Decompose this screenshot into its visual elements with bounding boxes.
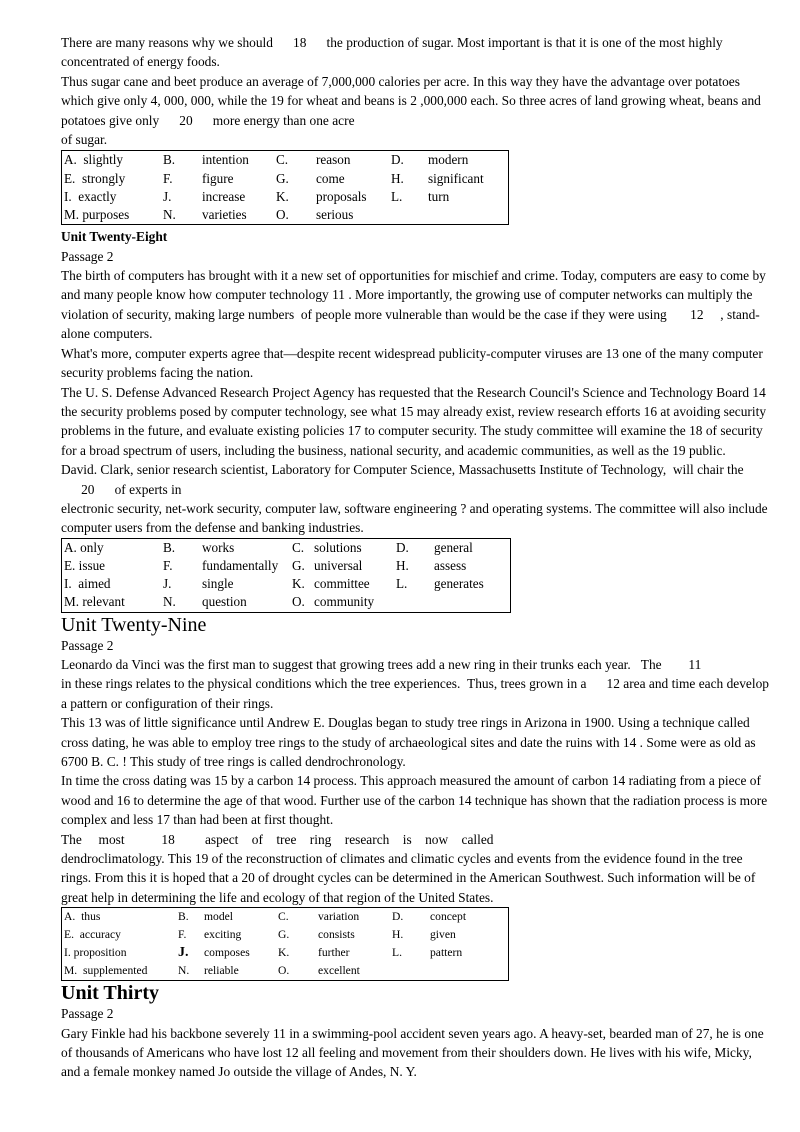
option-c-word: reason [316,152,351,168]
option-n-word: reliable [204,964,239,978]
option-m: M. relevant [64,594,125,610]
option-o-letter: O. [278,964,290,978]
options-row [62,170,509,188]
option-c-letter: C. [276,152,289,168]
unit29-paragraph-1: Leonardo da Vinci was the first man to suggest that growing trees add a new ring in their trunks each year. The 11 [61,656,702,672]
option-h-letter: H. [396,557,409,573]
option-b-letter: B. [163,152,176,168]
option-h-word: significant [428,170,484,186]
option-l-letter: L. [392,946,402,960]
option-f-letter: F. [163,170,173,186]
option-l-word: generates [434,576,484,592]
option-l-letter: L. [391,188,403,204]
unit29-paragraph-5: The most 18 aspect of tree ring research is now called [61,831,494,847]
option-a: A. only [64,539,104,555]
unit28-passage-label: Passage 2 [61,248,114,264]
option-i: I. aimed [64,576,111,592]
option-n-letter: N. [178,964,190,978]
option-l-letter: L. [396,576,408,592]
option-h-word: assess [434,557,467,573]
options-row [62,593,511,612]
unit29-paragraph-4: In time the cross dating was 15 by a carbon 14 process. This approach measured the amount of carbon 14 radiating from a piece of wood and 16 to determine the age of that wood. Further use of the carbon 14 technique has shown that the radiation process is more complex and less 17 than had been at first thought. [61,773,768,828]
options-row [62,188,509,206]
option-b-word: intention [202,152,249,168]
options-row [62,908,509,927]
option-c-letter: C. [292,539,305,555]
option-g-letter: G. [292,557,305,573]
unit30-passage-label: Passage 2 [61,1006,114,1022]
option-e: E. strongly [64,170,126,186]
unit28-title: Unit Twenty-Eight [61,229,168,245]
option-k-word: committee [314,576,370,592]
option-e: E. issue [64,557,106,573]
option-h-letter: H. [392,928,404,942]
options-row [62,557,511,575]
option-f-letter: F. [163,557,173,573]
option-o-word: serious [316,207,354,223]
option-j-letter: J. [163,188,172,204]
option-g-word: come [316,170,345,186]
unit29-paragraph-2: in these rings relates to the physical conditions which the tree experiences. Thus, trees grown in a 12 area and time each develop a pattern or configuration of their rings. [61,676,769,711]
option-f-word: figure [202,170,234,186]
unit30-title: Unit Thirty [61,982,159,1005]
unit29-title: Unit Twenty-Nine [61,613,207,636]
option-f-word: exciting [204,928,242,942]
option-g-word: universal [314,557,363,573]
option-h-word: given [430,928,456,942]
option-o-letter: O. [292,594,305,610]
options-row [62,575,511,593]
option-a: A. thus [64,910,101,924]
unit28-paragraph-4: David. Clark, senior research scientist, Laboratory for Computer Science, Massachusetts Institute of Technology, will chair the 20 of experts in [61,462,744,497]
unit28-paragraph-5: electronic security, net-work security, computer law, software engineering ? and operating systems. The committee will also include computer users from the defense and banking industries. [61,500,768,536]
options-row [62,962,509,981]
option-d-word: concept [430,910,467,924]
option-h-letter: H. [391,170,404,186]
option-n-letter: N. [163,207,176,223]
option-j-word: composes [204,946,250,960]
document-page [61,33,771,1082]
option-g-letter: G. [278,928,290,942]
option-k-word: further [318,946,350,960]
option-d-letter: D. [396,539,409,555]
option-o-letter: O. [276,207,289,223]
options-row [62,538,511,557]
option-b-letter: B. [163,539,176,555]
option-b-word: model [204,910,233,924]
option-m: M. supplemented [64,964,148,978]
option-k-letter: K. [278,946,290,960]
option-b-word: works [202,539,235,555]
option-c-letter: C. [278,910,289,924]
unit29-paragraph-6: dendroclimatology. This 19 of the reconstruction of climates and climatic cycles and events from the evidence found in the tree rings. From this it is hoped that a 20 of drought cycles can be determined in the American Southwest. Such information will be of great help in determining the life and ecology of that region of the United States. [61,851,756,905]
option-i: I. proposition [64,946,127,960]
unit30-paragraph-1: Gary Finkle had his backbone severely 11 in a swimming-pool accident seven years ago. A heavy-set, bearded man of 27, he is one of thousands of Americans who have lost 12 all feeling and movement from their shoulders down. He lives with his wife, Micky, and a female monkey named Jo outside the village of Andes, N. Y. [61,1025,764,1080]
options-table-unit29 [61,907,509,981]
options-row [62,206,509,225]
option-g-word: consists [318,928,355,942]
option-d-letter: D. [392,910,404,924]
option-d-word: modern [428,152,469,168]
unit28-paragraph-1: The birth of computers has brought with it a new set of opportunities for mischief and crime. Today, computers are easy to come by and many people know how computer technology 11 . More importantly, the growing use of computer networks can multiply the violation of security, making large numbers of people more vulnerable than would be the case if they were using 12 , stand-alone computers. [61,268,766,342]
option-f-letter: F. [178,928,187,942]
option-d-letter: D. [391,152,404,168]
option-o-word: excellent [318,964,360,978]
option-l-word: turn [428,188,450,204]
unit29-passage-label: Passage 2 [61,637,114,653]
option-j-letter: J. [178,945,189,961]
option-n-word: varieties [202,207,247,223]
options-row [62,151,509,170]
unit28-paragraph-3: The U. S. Defense Advanced Research Project Agency has requested that the Research Council's Science and Technology Board 14 the security problems posed by computer technology, see what 15 may already exist, review research efforts 16 at avoiding security problems in the future, and evaluate existing policies 17 to computer security. The study committee will examine the 18 of security for a broad spectrum of users, including the business, national security, and academic communities, as well as the 19 public. [61,384,767,458]
options-table-unit28 [61,538,511,613]
options-table-unit27 [61,150,509,225]
option-f-word: fundamentally [202,557,279,573]
option-j-letter: J. [163,576,172,592]
unit28-paragraph-2: What's more, computer experts agree that—despite recent widespread publicity-computer viruses are 13 one of the many computer security problems facing the nation. [61,345,763,381]
option-c-word: solutions [314,539,362,555]
intro-paragraph-3: of sugar. [61,132,108,148]
option-b-letter: B. [178,910,189,924]
option-j-word: single [202,576,234,592]
option-n-word: question [202,594,247,610]
option-c-word: variation [318,910,360,924]
intro-paragraph-2: Thus sugar cane and beet produce an average of 7,000,000 calories per acre. In this way they have the advantage over potatoes which give only 4, 000, 000, while the 19 for wheat and beans is 2 ,000,000 each. So three acres of land growing wheat, beans and potatoes give only 20 more energy than one acre [61,73,761,128]
option-l-word: pattern [430,946,463,960]
options-row [62,944,509,962]
option-g-letter: G. [276,170,289,186]
option-e: E. accuracy [64,928,121,942]
options-row [62,926,509,944]
option-k-letter: K. [276,188,289,204]
option-m: M. purposes [64,207,130,223]
option-d-word: general [434,539,473,555]
option-o-word: community [314,594,375,610]
option-k-word: proposals [316,188,367,204]
option-n-letter: N. [163,594,176,610]
unit29-paragraph-3: This 13 was of little significance until Andrew E. Douglas began to study tree rings in Arizona in 1900. Using a technique called cross dating, he was able to employ tree rings to the study of archaeological sites and date the ruins with 14 . Some were as old as 6700 B. C. ! This study of tree rings is called dendrochronology. [61,715,756,769]
intro-paragraph-1: There are many reasons why we should 18 the production of sugar. Most important is that it is one of the most highly concentrated of energy foods. [61,35,723,70]
option-i: I. exactly [64,188,117,204]
option-k-letter: K. [292,576,305,592]
option-a: A. slightly [64,152,123,168]
option-j-word: increase [202,188,246,204]
